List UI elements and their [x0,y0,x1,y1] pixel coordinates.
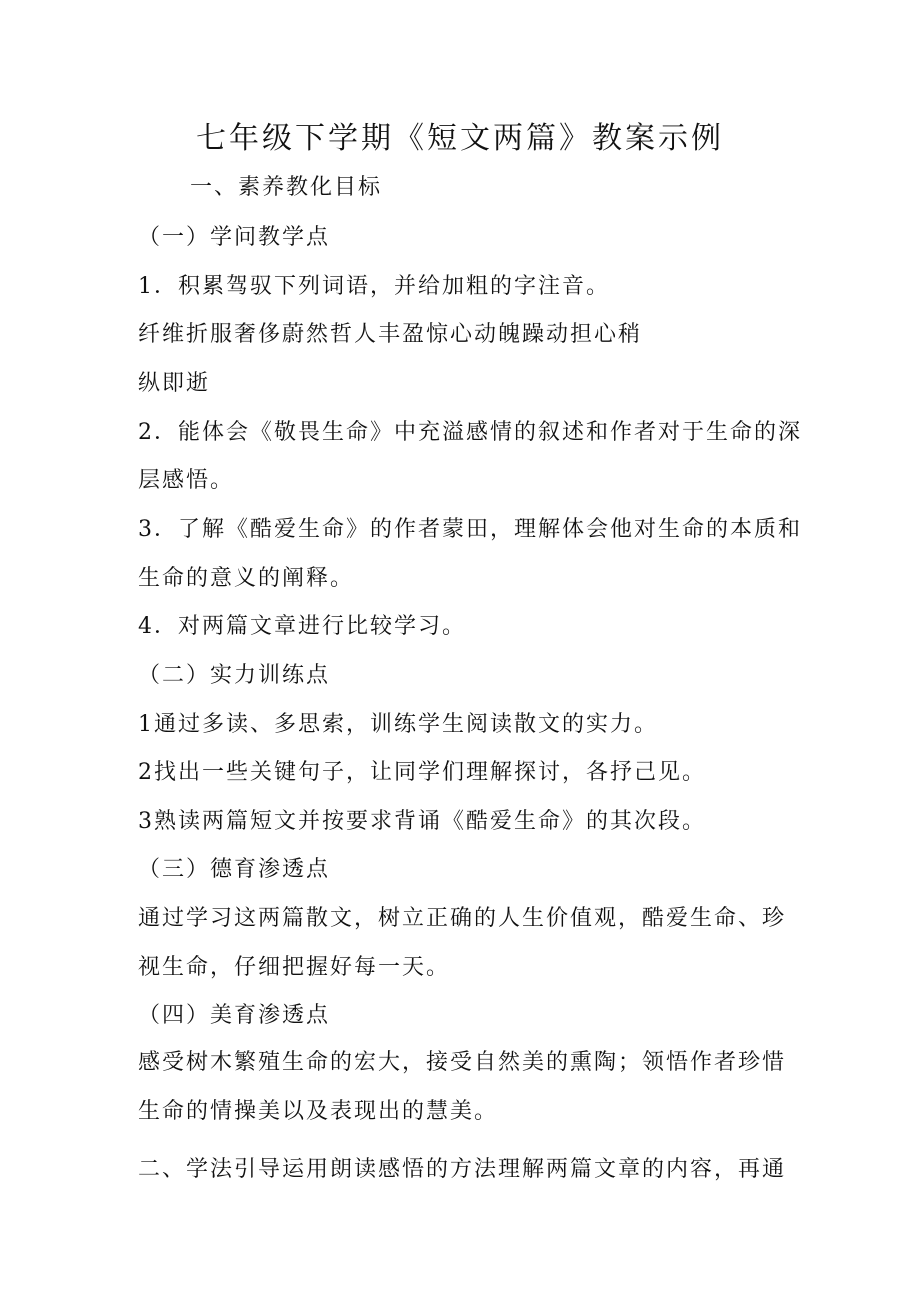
aesthetic-paragraph-line-2: 生命的情操美以及表现出的慧美。 [138,1099,499,1124]
knowledge-item-2-line-2: 层感悟。 [138,468,235,493]
knowledge-item-2-line-1: 2．能体会《敬畏生命》中充溢感情的叙述和作者对于生命的深 [138,420,802,445]
knowledge-item-3-line-2: 生命的意义的阐释。 [138,566,355,591]
vocabulary-list-line-2: 纵即逝 [138,371,211,396]
knowledge-item-3-line-1: 3．了解《酷爱生命》的作者蒙田，理解体会他对生命的本质和 [138,517,802,542]
knowledge-item-4: 4．对两篇文章进行比较学习。 [138,614,466,639]
document-title: 七年级下学期《短文两篇》教案示例 [196,121,724,156]
aesthetic-paragraph-line-1: 感受树木繁殖生命的宏大，接受自然美的熏陶；领悟作者珍惜 [138,1050,787,1075]
vocabulary-list-line-1: 纤维折服奢侈蔚然哲人丰盈惊心动魄躁动担心稍 [138,322,643,347]
subsection-heading-moral: （三）德育渗透点 [138,857,331,882]
moral-paragraph-line-2: 视生命，仔细把握好每一天。 [138,955,451,980]
section-heading-method: 二、学法引导运用朗读感悟的方法理解两篇文章的内容，再通 [138,1157,787,1182]
subsection-heading-ability: （二）实力训练点 [138,663,331,688]
subsection-heading-aesthetic: （四）美育渗透点 [138,1003,331,1028]
knowledge-item-1: 1．积累驾驭下列词语，并给加粗的字注音。 [138,274,610,299]
ability-item-2: 2找出一些关键句子，让同学们理解探讨，各抒己见。 [138,760,706,785]
moral-paragraph-line-1: 通过学习这两篇散文，树立正确的人生价值观，酷爱生命、珍 [138,906,787,931]
subsection-heading-knowledge: （一）学问教学点 [138,225,331,250]
section-heading-goals: 一、素养教化目标 [190,175,383,200]
ability-item-3: 3熟读两篇短文并按要求背诵《酷爱生命》的其次段。 [138,809,706,834]
ability-item-1: 1通过多读、多思索，训练学生阅读散文的实力。 [138,712,658,737]
